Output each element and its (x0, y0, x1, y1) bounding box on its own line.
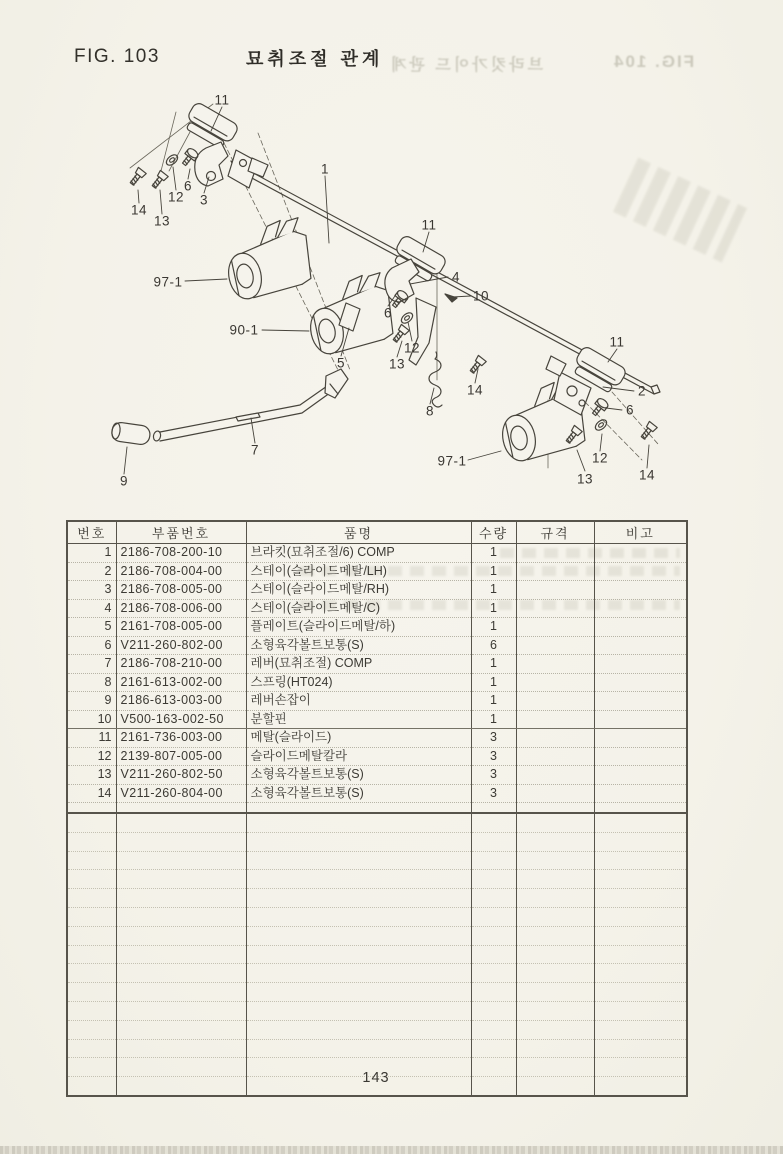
adjust-lever (111, 369, 348, 446)
callout-6: 6 (625, 402, 635, 418)
note-cell (594, 544, 687, 563)
note-cell (594, 673, 687, 692)
note-cell (594, 851, 687, 870)
part-no-cell (116, 926, 246, 945)
no-cell: 13 (67, 766, 116, 785)
no-cell (67, 945, 116, 964)
part-no-cell: 2161-736-003-00 (116, 729, 246, 748)
part-no-cell (116, 983, 246, 1002)
name-cell: 메탈(슬라이드) (246, 729, 471, 748)
qty-cell: 1 (471, 673, 516, 692)
qty-cell (471, 813, 516, 832)
table-row (67, 692, 687, 711)
part-no-cell (116, 889, 246, 908)
spec-cell (516, 907, 594, 926)
callout-97-1: 97-1 (437, 453, 467, 469)
table-row (67, 618, 687, 637)
page-number: 143 (362, 1070, 390, 1086)
empty-table-row (67, 870, 687, 889)
name-cell (246, 1001, 471, 1020)
callout-90-1: 90-1 (229, 322, 259, 338)
note-cell (594, 581, 687, 600)
note-cell (594, 964, 687, 983)
table-row (67, 599, 687, 618)
spec-cell (516, 562, 594, 581)
name-cell: 스테이(슬라이드메탈/RH) (246, 581, 471, 600)
empty-table-row (67, 907, 687, 926)
table-row (67, 581, 687, 600)
name-cell (246, 907, 471, 926)
qty-cell: 1 (471, 710, 516, 729)
part-no-cell: V211-260-802-50 (116, 766, 246, 785)
table-row (67, 766, 687, 785)
qty-cell (471, 803, 516, 814)
note-cell (594, 926, 687, 945)
note-cell (594, 784, 687, 803)
spec-cell (516, 636, 594, 655)
callout-7: 7 (250, 442, 260, 458)
spec-cell (516, 655, 594, 674)
note-cell (594, 655, 687, 674)
note-cell (594, 618, 687, 637)
name-cell: 소형육각볼트보통(S) (246, 636, 471, 655)
name-cell (246, 1039, 471, 1058)
note-cell (594, 599, 687, 618)
callout-97-1: 97-1 (153, 274, 183, 290)
header-qty: 수량 (471, 521, 516, 544)
name-cell: 플레이트(슬라이드메탈/하) (246, 618, 471, 637)
empty-table-row (67, 803, 687, 814)
qty-cell (471, 907, 516, 926)
no-cell (67, 851, 116, 870)
no-cell: 11 (67, 729, 116, 748)
table-row (67, 784, 687, 803)
name-cell: 스테이(슬라이드메탈/C) (246, 599, 471, 618)
empty-table-row (67, 1020, 687, 1039)
callout-11: 11 (609, 334, 625, 350)
spec-cell (516, 784, 594, 803)
table-row (67, 747, 687, 766)
note-cell (594, 636, 687, 655)
callout-8: 8 (425, 403, 435, 419)
qty-cell (471, 983, 516, 1002)
diagram-linework (0, 0, 783, 520)
no-cell (67, 870, 116, 889)
no-cell (67, 1001, 116, 1020)
name-cell (246, 1020, 471, 1039)
qty-cell (471, 870, 516, 889)
qty-cell: 3 (471, 729, 516, 748)
callout-1: 1 (320, 161, 330, 177)
callout-13: 13 (576, 471, 594, 487)
callout-14: 14 (466, 382, 484, 398)
note-cell (594, 747, 687, 766)
lever-grip (111, 421, 151, 445)
part-no-cell: 2186-708-005-00 (116, 581, 246, 600)
part-no-cell (116, 1020, 246, 1039)
table-header-row (67, 521, 687, 544)
table-row (67, 655, 687, 674)
table-row (67, 729, 687, 748)
empty-table-row (67, 832, 687, 851)
part-no-cell (116, 851, 246, 870)
qty-cell (471, 851, 516, 870)
spec-cell (516, 945, 594, 964)
no-cell: 5 (67, 618, 116, 637)
part-no-cell: 2186-708-006-00 (116, 599, 246, 618)
spec-cell (516, 1001, 594, 1020)
spec-cell (516, 1039, 594, 1058)
spec-cell (516, 581, 594, 600)
bracket-assembly-top (128, 101, 268, 190)
spec-cell (516, 964, 594, 983)
spec-cell (516, 983, 594, 1002)
qty-cell (471, 889, 516, 908)
part-no-cell: 2186-708-004-00 (116, 562, 246, 581)
spec-cell (516, 544, 594, 563)
qty-cell (471, 1001, 516, 1020)
callout-10: 10 (472, 288, 490, 304)
name-cell: 슬라이드메탈칼라 (246, 747, 471, 766)
qty-cell: 1 (471, 599, 516, 618)
spec-cell (516, 870, 594, 889)
part-no-cell (116, 1001, 246, 1020)
note-cell (594, 562, 687, 581)
name-cell (246, 983, 471, 1002)
no-cell: 9 (67, 692, 116, 711)
no-cell: 12 (67, 747, 116, 766)
part-no-cell: 2161-708-005-00 (116, 618, 246, 637)
callout-13: 13 (153, 213, 171, 229)
note-cell (594, 1020, 687, 1039)
qty-cell: 1 (471, 618, 516, 637)
slide-metal-housing-a (220, 216, 317, 302)
name-cell (246, 832, 471, 851)
spec-cell (516, 1020, 594, 1039)
header-spec: 규격 (516, 521, 594, 544)
name-cell: 스프링(HT024) (246, 673, 471, 692)
note-cell (594, 729, 687, 748)
bleedthrough-title-text: 브라킷가이드 관계 (388, 57, 544, 74)
note-cell (594, 766, 687, 785)
spec-cell (516, 832, 594, 851)
qty-cell: 3 (471, 766, 516, 785)
callout-4: 4 (451, 269, 461, 285)
no-cell: 6 (67, 636, 116, 655)
table-row (67, 673, 687, 692)
name-cell: 스테이(슬라이드메탈/LH) (246, 562, 471, 581)
name-cell (246, 813, 471, 832)
qty-cell (471, 926, 516, 945)
name-cell (246, 945, 471, 964)
no-cell (67, 907, 116, 926)
header-note: 비고 (594, 521, 687, 544)
name-cell: 분할핀 (246, 710, 471, 729)
spec-cell (516, 747, 594, 766)
callout-6: 6 (183, 178, 193, 194)
no-cell (67, 964, 116, 983)
no-cell: 10 (67, 710, 116, 729)
no-cell (67, 1020, 116, 1039)
name-cell (246, 926, 471, 945)
table-row (67, 710, 687, 729)
qty-cell (471, 964, 516, 983)
name-cell (246, 803, 471, 814)
name-cell (246, 851, 471, 870)
empty-table-row (67, 983, 687, 1002)
spec-cell (516, 803, 594, 814)
table-row (67, 544, 687, 563)
no-cell (67, 813, 116, 832)
empty-table-row (67, 813, 687, 832)
note-cell (594, 907, 687, 926)
header-part-name: 품명 (246, 521, 471, 544)
figure-title: 묘취조절 관계 (246, 49, 384, 69)
name-cell (246, 889, 471, 908)
part-no-cell (116, 1039, 246, 1058)
no-cell: 14 (67, 784, 116, 803)
no-cell (67, 832, 116, 851)
qty-cell (471, 1020, 516, 1039)
callout-13: 13 (388, 356, 406, 372)
part-no-cell (116, 832, 246, 851)
callout-12: 12 (167, 189, 185, 205)
empty-table-row (67, 851, 687, 870)
part-no-cell: 2161-613-002-00 (116, 673, 246, 692)
callout-14: 14 (638, 467, 656, 483)
spec-cell (516, 618, 594, 637)
spec-cell (516, 766, 594, 785)
note-cell (594, 813, 687, 832)
header-no: 번호 (67, 521, 116, 544)
part-no-cell: V211-260-804-00 (116, 784, 246, 803)
name-cell: 소형육각볼트보통(S) (246, 766, 471, 785)
scan-edge-artifact (0, 1146, 783, 1154)
note-cell (594, 870, 687, 889)
empty-table-row (67, 964, 687, 983)
qty-cell (471, 945, 516, 964)
no-cell: 4 (67, 599, 116, 618)
name-cell (246, 870, 471, 889)
qty-cell: 3 (471, 747, 516, 766)
part-no-cell: V211-260-802-00 (116, 636, 246, 655)
callout-14: 14 (130, 202, 148, 218)
name-cell (246, 964, 471, 983)
spec-cell (516, 851, 594, 870)
qty-cell: 1 (471, 544, 516, 563)
spec-cell (516, 813, 594, 832)
spec-cell (516, 926, 594, 945)
parts-table (66, 520, 688, 1097)
name-cell: 브라킷(묘취조절/6) COMP (246, 544, 471, 563)
spec-cell (516, 710, 594, 729)
note-cell (594, 1039, 687, 1058)
empty-table-row (67, 945, 687, 964)
figure-label: FIG. 103 (74, 46, 160, 67)
table-row (67, 562, 687, 581)
part-no-cell (116, 945, 246, 964)
no-cell (67, 1039, 116, 1058)
no-cell (67, 926, 116, 945)
part-no-cell (116, 907, 246, 926)
part-no-cell: 2186-708-200-10 (116, 544, 246, 563)
no-cell: 3 (67, 581, 116, 600)
callout-11: 11 (214, 92, 230, 108)
callout-6: 6 (383, 305, 393, 321)
spec-cell (516, 599, 594, 618)
spec-cell (516, 889, 594, 908)
note-cell (594, 945, 687, 964)
no-cell: 2 (67, 562, 116, 581)
qty-cell (471, 1039, 516, 1058)
part-no-cell: V500-163-002-50 (116, 710, 246, 729)
no-cell: 1 (67, 544, 116, 563)
empty-table-row (67, 1001, 687, 1020)
no-cell (67, 889, 116, 908)
qty-cell: 6 (471, 636, 516, 655)
part-no-cell (116, 870, 246, 889)
header-part-number: 부품번호 (116, 521, 246, 544)
part-no-cell: 2186-613-003-00 (116, 692, 246, 711)
qty-cell: 1 (471, 692, 516, 711)
callout-11: 11 (421, 217, 437, 233)
spec-cell (516, 729, 594, 748)
name-cell: 레버(묘취조절) COMP (246, 655, 471, 674)
table-row (67, 636, 687, 655)
empty-table-row (67, 1039, 687, 1058)
note-cell (594, 710, 687, 729)
no-cell: 7 (67, 655, 116, 674)
callout-5: 5 (336, 355, 346, 371)
name-cell: 레버손잡이 (246, 692, 471, 711)
note-cell (594, 803, 687, 814)
spec-cell (516, 692, 594, 711)
part-no-cell (116, 964, 246, 983)
part-no-cell (116, 813, 246, 832)
spec-cell (516, 673, 594, 692)
callout-2: 2 (637, 383, 647, 399)
bleedthrough-figure-label: FIG. 104 (612, 52, 695, 71)
no-cell (67, 983, 116, 1002)
parts-table-body (67, 544, 687, 1096)
qty-cell: 1 (471, 581, 516, 600)
empty-table-row (67, 926, 687, 945)
empty-table-row (67, 889, 687, 908)
callout-3: 3 (199, 192, 209, 208)
callout-9: 9 (119, 473, 129, 489)
note-cell (594, 1001, 687, 1020)
note-cell (594, 889, 687, 908)
part-no-cell: 2186-708-210-00 (116, 655, 246, 674)
qty-cell: 3 (471, 784, 516, 803)
name-cell: 소형육각볼트보통(S) (246, 784, 471, 803)
callout-12: 12 (591, 450, 609, 466)
part-no-cell (116, 803, 246, 814)
note-cell (594, 983, 687, 1002)
callout-12: 12 (403, 340, 421, 356)
qty-cell: 1 (471, 562, 516, 581)
note-cell (594, 692, 687, 711)
part-no-cell: 2139-807-005-00 (116, 747, 246, 766)
no-cell: 8 (67, 673, 116, 692)
exploded-parts-diagram (0, 0, 783, 520)
qty-cell (471, 832, 516, 851)
no-cell (67, 803, 116, 814)
qty-cell: 1 (471, 655, 516, 674)
note-cell (594, 832, 687, 851)
